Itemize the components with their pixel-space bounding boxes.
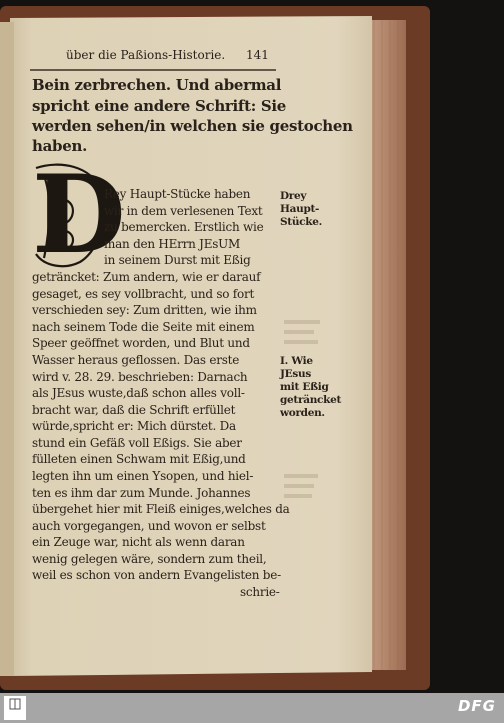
body-line: übergehet hier mit Fleiß einiges,welches da — [32, 502, 290, 516]
body-line: weil es schon von andern Evangelisten be- — [32, 568, 281, 582]
body-line: man den HErrn JEsUM — [104, 237, 241, 251]
body-line: fülleten einen Schwam mit Eßig,und — [32, 452, 246, 466]
margin-note-line: worden. — [280, 407, 325, 419]
library-logo — [4, 696, 26, 720]
margin-note-line: I. Wie — [280, 355, 313, 367]
body-line: würde,spricht er: Mich dürstet. Da — [32, 419, 236, 433]
body-line: verschieden sey: Zum dritten, wie ihm — [32, 303, 257, 317]
body-line: nach seinem Tode die Seite mit einem — [32, 320, 255, 334]
body-line: wir in dem verlesenen Text — [104, 204, 263, 218]
body-line: gesaget, es sey vollbracht, und so fort — [32, 287, 255, 301]
drop-cap: D — [32, 152, 126, 278]
top-line: Bein zerbrechen. Und abermal — [32, 76, 282, 94]
facing-page — [0, 22, 14, 676]
viewer-footer — [0, 693, 504, 723]
body-line: ten es ihm dar zum Munde. Johannes — [32, 486, 251, 500]
margin-note-line: geträncket — [280, 394, 342, 406]
body-line: bracht war, daß die Schrift erfüllet — [32, 403, 236, 417]
body-line: Wasser heraus geflossen. Das erste — [32, 353, 240, 367]
body-line: ein Zeuge war, nicht als wenn daran — [32, 535, 245, 549]
top-line: spricht eine andere Schrift: Sie — [32, 97, 287, 115]
body-line: als JEsus wuste,daß schon alles voll- — [32, 386, 245, 400]
margin-note-line: Haupt- — [280, 203, 320, 215]
top-line: werden sehen/in welchen sie gestochen — [32, 117, 353, 135]
body-line: wird v. 28. 29. beschrieben: Darnach — [32, 370, 248, 384]
body-line: Rey Haupt-Stücke haben — [104, 187, 251, 201]
margin-note-line: Stücke. — [280, 216, 322, 228]
top-line: haben. — [32, 137, 87, 155]
catchword: schrie- — [240, 585, 280, 599]
page-fore-edge — [368, 20, 406, 670]
dfg-logo: DFG — [457, 697, 496, 715]
body-line: stund ein Gefäß voll Eßigs. Sie aber — [32, 436, 242, 450]
margin-note-line: JEsus — [280, 368, 311, 380]
body-line: zu bemercken. Erstlich wie — [104, 220, 264, 234]
body-line: Speer geöffnet worden, und Blut und — [32, 336, 250, 350]
margin-note-line: mit Eßig — [280, 381, 329, 393]
body-line: in seinem Durst mit Eßig — [104, 253, 251, 267]
margin-note-line: Drey — [280, 190, 307, 202]
body-line: geträncket: Zum andern, wie er darauf — [32, 270, 261, 284]
library-crest-icon — [4, 697, 26, 711]
page-number: 141 — [246, 48, 269, 62]
running-head: über die Paßions-Historie. — [66, 48, 226, 62]
body-line: auch vorgegangen, und wovon er selbst — [32, 519, 266, 533]
body-line: legten ihn um einen Ysopen, und hiel- — [32, 469, 254, 483]
body-line: wenig gelegen wäre, sondern zum theil, — [32, 552, 267, 566]
